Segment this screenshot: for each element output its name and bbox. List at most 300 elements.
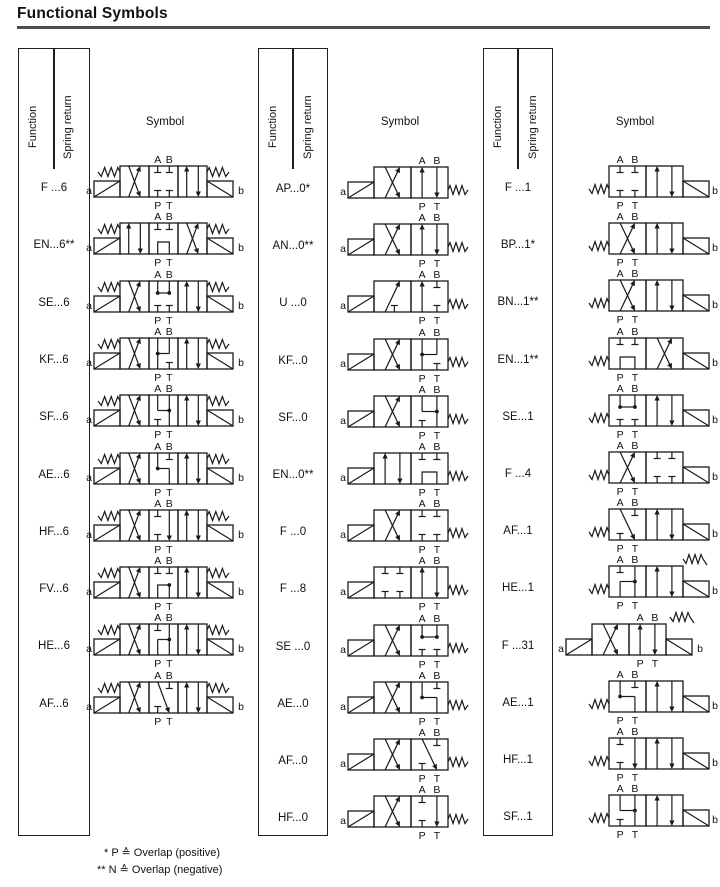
- svg-text:B: B: [165, 669, 173, 682]
- spring-right: [207, 683, 229, 692]
- header-divider: [292, 49, 293, 169]
- valve-symbol: [84, 551, 248, 613]
- function-code: HF...6: [38, 525, 70, 538]
- symbol-header-3: Symbol: [615, 116, 655, 128]
- svg-text:a: a: [340, 758, 346, 770]
- svg-text:B: B: [165, 497, 173, 510]
- spring-right: [207, 168, 229, 177]
- svg-text:B: B: [631, 325, 639, 338]
- svg-text:A: A: [154, 555, 162, 568]
- svg-text:B: B: [631, 783, 639, 796]
- svg-text:T: T: [433, 601, 441, 614]
- svg-text:A: A: [418, 669, 426, 682]
- spring-right: [448, 643, 468, 652]
- spring-left: [98, 168, 120, 177]
- spring-left: [98, 397, 120, 406]
- spring-return-header: Spring return: [527, 95, 539, 159]
- spring-right: [207, 282, 229, 291]
- valve-body: [374, 625, 448, 656]
- svg-text:P: P: [418, 715, 426, 728]
- valve-body: [609, 738, 683, 769]
- spring-left: [589, 699, 609, 708]
- spring-top-right: [683, 555, 707, 566]
- function-header: Function: [492, 105, 504, 149]
- svg-text:P: P: [616, 486, 624, 498]
- spring-right: [207, 511, 229, 520]
- svg-text:A: A: [418, 383, 426, 396]
- spring-left: [589, 585, 609, 594]
- svg-text:P: P: [154, 371, 162, 384]
- solenoid-a: [340, 697, 374, 713]
- spring-left: [589, 413, 609, 422]
- svg-text:a: a: [86, 242, 92, 255]
- valve-body: [374, 682, 448, 713]
- svg-text:A: A: [418, 212, 426, 225]
- svg-text:T: T: [631, 314, 639, 327]
- svg-text:a: a: [340, 300, 346, 313]
- solenoid-a: [86, 639, 120, 655]
- svg-text:b: b: [238, 242, 244, 255]
- function-code: F ...8: [279, 583, 307, 596]
- svg-text:A: A: [616, 440, 624, 452]
- solenoid-b: [683, 524, 718, 540]
- svg-text:b: b: [238, 471, 244, 484]
- valve-symbol: [84, 265, 248, 327]
- svg-text:P: P: [616, 200, 624, 212]
- svg-text:T: T: [166, 658, 173, 671]
- svg-text:B: B: [433, 727, 441, 739]
- spring-right: [448, 414, 468, 423]
- valve-body: [374, 567, 448, 598]
- function-code: SE ...0: [275, 640, 311, 653]
- header-divider: [517, 49, 518, 169]
- valve-symbol: [579, 150, 720, 212]
- spring-right: [207, 454, 229, 463]
- svg-text:B: B: [651, 611, 659, 624]
- function-code: KF...6: [39, 353, 69, 366]
- svg-text:T: T: [433, 315, 441, 328]
- port-labels: [154, 154, 173, 212]
- function-code: SF...1: [503, 811, 533, 824]
- svg-text:P: P: [418, 658, 426, 671]
- svg-text:A: A: [616, 268, 624, 281]
- svg-text:A: A: [616, 783, 624, 796]
- svg-text:T: T: [166, 429, 173, 442]
- svg-text:T: T: [631, 486, 639, 498]
- svg-text:A: A: [154, 383, 162, 396]
- svg-text:b: b: [238, 528, 244, 541]
- symbol-header-2: Symbol: [380, 116, 420, 128]
- valve-symbol: [84, 207, 248, 269]
- svg-text:P: P: [154, 715, 162, 728]
- spring-right: [448, 243, 468, 252]
- function-code: AN...0**: [272, 240, 314, 253]
- svg-text:T: T: [166, 486, 173, 499]
- valve-symbol: [579, 665, 720, 727]
- valve-body: [374, 339, 448, 370]
- svg-text:B: B: [165, 383, 173, 396]
- spring-left: [98, 454, 120, 463]
- valve-symbol: [84, 494, 248, 556]
- valve-body: [374, 739, 448, 770]
- svg-text:b: b: [238, 299, 244, 312]
- function-header: Function: [267, 105, 279, 149]
- solenoid-a: [86, 697, 120, 713]
- svg-text:B: B: [165, 555, 173, 568]
- valve-body: [609, 395, 683, 426]
- valve-symbol: [579, 436, 720, 498]
- symbol-header-1: Symbol: [145, 116, 185, 128]
- svg-text:a: a: [340, 643, 346, 656]
- svg-text:T: T: [433, 258, 441, 271]
- function-header: Function: [27, 105, 39, 149]
- spring-left: [98, 683, 120, 692]
- svg-text:B: B: [433, 784, 441, 797]
- spring-right: [207, 225, 229, 234]
- footnote-positive-overlap: * P ≙ Overlap (positive): [104, 847, 220, 859]
- svg-text:A: A: [418, 269, 426, 282]
- spring-right: [448, 300, 468, 309]
- detent-icon: [670, 612, 694, 623]
- svg-text:B: B: [631, 440, 639, 452]
- valve-symbol: [579, 264, 720, 326]
- svg-text:P: P: [154, 543, 162, 556]
- solenoid-a: [340, 811, 374, 827]
- valve-symbol: [338, 551, 478, 613]
- valve-body: [120, 281, 207, 312]
- spring-right: [448, 186, 468, 195]
- svg-text:P: P: [418, 601, 426, 614]
- valve-symbol: [84, 379, 248, 441]
- svg-text:b: b: [712, 185, 718, 197]
- valve-symbol: [579, 322, 720, 384]
- svg-text:T: T: [433, 201, 441, 213]
- svg-text:P: P: [616, 257, 624, 270]
- spring-left: [589, 299, 609, 308]
- svg-text:T: T: [631, 428, 639, 441]
- svg-text:a: a: [340, 586, 346, 599]
- valve-body: [120, 453, 207, 484]
- solenoid-a: [86, 296, 120, 312]
- spring-left: [589, 814, 609, 823]
- svg-text:P: P: [154, 257, 162, 270]
- solenoid-b: [207, 410, 244, 426]
- valve-body: [374, 281, 448, 312]
- svg-text:a: a: [86, 471, 92, 484]
- svg-text:P: P: [616, 772, 624, 784]
- svg-text:T: T: [433, 658, 441, 671]
- valve-body: [374, 453, 448, 484]
- spring-right: [207, 339, 229, 348]
- valve-symbol: [338, 208, 478, 270]
- svg-text:b: b: [238, 414, 244, 427]
- svg-text:T: T: [631, 714, 639, 727]
- svg-text:B: B: [631, 726, 639, 738]
- solenoid-b: [683, 581, 718, 597]
- solenoid-b: [207, 525, 244, 541]
- svg-text:P: P: [154, 486, 162, 499]
- svg-text:P: P: [418, 544, 426, 557]
- function-code: SF...6: [39, 411, 69, 424]
- svg-text:A: A: [418, 612, 426, 625]
- function-code: EN...1**: [497, 353, 539, 366]
- spring-right: [448, 815, 468, 824]
- svg-text:B: B: [165, 154, 173, 166]
- svg-text:B: B: [433, 669, 441, 682]
- svg-text:T: T: [166, 543, 173, 556]
- function-code: AP...0*: [275, 183, 311, 195]
- svg-text:T: T: [433, 830, 441, 843]
- svg-text:A: A: [154, 612, 162, 625]
- solenoid-a: [340, 640, 374, 656]
- svg-text:T: T: [166, 257, 173, 270]
- solenoid-b: [683, 353, 718, 369]
- valve-symbol: [579, 779, 720, 841]
- svg-text:A: A: [616, 382, 624, 395]
- valve-symbol: [84, 608, 248, 670]
- svg-text:P: P: [616, 428, 624, 441]
- svg-text:P: P: [616, 829, 624, 842]
- port-labels: [154, 269, 173, 327]
- function-code: SF...0: [278, 411, 308, 424]
- port-labels: [419, 498, 441, 556]
- spring-return-header: Spring return: [302, 95, 314, 159]
- svg-text:B: B: [433, 212, 441, 225]
- svg-text:T: T: [433, 715, 441, 728]
- svg-text:A: A: [154, 154, 162, 166]
- svg-text:T: T: [166, 601, 173, 614]
- spring-return-header: Spring return: [62, 95, 74, 159]
- svg-text:a: a: [86, 299, 92, 312]
- spring-right: [448, 700, 468, 709]
- function-code: SE...1: [502, 410, 534, 423]
- spring-left: [98, 569, 120, 578]
- function-code: HF...1: [502, 754, 534, 766]
- svg-text:T: T: [631, 257, 639, 270]
- valve-symbol: [579, 550, 720, 612]
- title-rule: [17, 26, 710, 29]
- valve-symbol: [84, 437, 248, 499]
- svg-text:a: a: [86, 356, 92, 369]
- valve-body: [609, 795, 683, 826]
- svg-text:a: a: [340, 529, 346, 542]
- svg-text:B: B: [433, 326, 441, 339]
- column1-header-box: [18, 48, 90, 836]
- valve-body: [592, 624, 666, 655]
- valve-body: [609, 338, 683, 369]
- solenoid-b: [207, 353, 244, 369]
- svg-text:a: a: [340, 472, 346, 484]
- valve-symbol: [84, 322, 248, 384]
- svg-text:T: T: [166, 200, 173, 212]
- svg-text:P: P: [616, 314, 624, 327]
- svg-text:b: b: [238, 643, 244, 656]
- svg-text:B: B: [165, 440, 173, 453]
- svg-text:P: P: [418, 201, 426, 213]
- function-code: HF...0: [277, 812, 309, 825]
- function-code: EN...6**: [33, 239, 75, 252]
- port-labels: [419, 441, 441, 499]
- svg-text:a: a: [340, 815, 346, 828]
- header-divider: [53, 49, 54, 169]
- valve-body: [120, 567, 207, 598]
- svg-text:B: B: [433, 498, 441, 511]
- column2-header-box: [258, 48, 328, 836]
- valve-symbol: [579, 379, 720, 441]
- svg-text:B: B: [433, 555, 441, 568]
- svg-text:P: P: [154, 200, 162, 212]
- spring-left: [98, 511, 120, 520]
- svg-text:T: T: [631, 829, 639, 842]
- svg-text:T: T: [651, 657, 659, 670]
- svg-text:b: b: [712, 528, 718, 541]
- svg-text:T: T: [631, 600, 639, 613]
- svg-text:A: A: [616, 325, 624, 338]
- solenoid-b: [683, 467, 718, 483]
- function-code: AF...6: [39, 697, 69, 710]
- solenoid-b: [207, 238, 244, 254]
- svg-text:a: a: [558, 642, 564, 655]
- svg-text:P: P: [418, 372, 426, 385]
- spring-right: [448, 357, 468, 366]
- spring-right: [207, 397, 229, 406]
- valve-body: [374, 167, 448, 198]
- solenoid-a: [558, 639, 592, 655]
- svg-text:b: b: [238, 356, 244, 369]
- footnote-negative-overlap: ** N ≙ Overlap (negative): [97, 863, 223, 876]
- svg-text:B: B: [631, 497, 639, 510]
- valve-body: [609, 280, 683, 311]
- svg-text:A: A: [418, 441, 426, 453]
- valve-symbol: [579, 493, 720, 555]
- solenoid-a: [340, 296, 374, 312]
- svg-text:A: A: [418, 727, 426, 739]
- column3-header-box: [483, 48, 553, 836]
- valve-body: [120, 395, 207, 426]
- spring-left: [98, 282, 120, 291]
- svg-text:P: P: [418, 429, 426, 442]
- valve-body: [609, 566, 683, 597]
- svg-text:a: a: [340, 243, 346, 256]
- function-code: F ...31: [501, 639, 535, 652]
- valve-body: [374, 796, 448, 827]
- svg-text:a: a: [86, 414, 92, 427]
- svg-text:a: a: [86, 528, 92, 541]
- solenoid-a: [86, 525, 120, 541]
- valve-body: [609, 452, 683, 483]
- spring-left: [98, 339, 120, 348]
- svg-text:P: P: [418, 315, 426, 328]
- svg-text:b: b: [712, 585, 718, 598]
- solenoid-a: [340, 182, 374, 198]
- svg-text:b: b: [697, 642, 703, 655]
- spring-left: [98, 626, 120, 635]
- svg-text:P: P: [418, 773, 426, 785]
- svg-text:P: P: [616, 714, 624, 727]
- solenoid-a: [86, 238, 120, 254]
- solenoid-b: [683, 753, 718, 769]
- svg-text:B: B: [433, 612, 441, 625]
- port-labels: [617, 326, 639, 384]
- port-labels: [154, 211, 173, 269]
- valve-body: [120, 624, 207, 655]
- spring-left: [589, 242, 609, 251]
- svg-text:P: P: [616, 543, 624, 556]
- valve-symbol: [579, 207, 720, 269]
- valve-symbol: [84, 150, 248, 212]
- solenoid-a: [86, 582, 120, 598]
- svg-text:b: b: [238, 700, 244, 713]
- valve-symbol: [338, 380, 478, 442]
- svg-text:B: B: [631, 154, 639, 166]
- spring-right: [207, 569, 229, 578]
- function-code: BP...1*: [500, 239, 536, 252]
- valve-symbol: [338, 265, 478, 327]
- valve-symbol: [338, 323, 478, 385]
- spring-left: [589, 757, 609, 766]
- valve-symbol: [338, 780, 478, 842]
- svg-text:A: A: [418, 155, 426, 167]
- svg-text:B: B: [165, 268, 173, 281]
- svg-text:A: A: [636, 611, 644, 624]
- svg-text:b: b: [712, 757, 718, 769]
- solenoid-b: [683, 181, 718, 197]
- function-code: HE...1: [502, 582, 534, 595]
- svg-text:B: B: [433, 269, 441, 282]
- svg-text:A: A: [154, 440, 162, 453]
- spring-right: [448, 529, 468, 538]
- svg-text:B: B: [631, 554, 639, 567]
- valve-symbol: [338, 494, 478, 556]
- port-labels: [419, 613, 441, 671]
- port-labels: [617, 383, 639, 441]
- valve-body: [374, 396, 448, 427]
- svg-text:a: a: [86, 700, 92, 713]
- svg-text:T: T: [631, 371, 639, 384]
- svg-text:P: P: [418, 487, 426, 499]
- svg-text:P: P: [154, 429, 162, 442]
- solenoid-b: [207, 296, 244, 312]
- spring-right: [207, 626, 229, 635]
- valve-body: [374, 510, 448, 541]
- svg-text:B: B: [433, 383, 441, 396]
- svg-text:A: A: [616, 497, 624, 510]
- solenoid-a: [340, 468, 374, 484]
- svg-text:A: A: [616, 668, 624, 681]
- svg-text:A: A: [616, 554, 624, 567]
- svg-text:T: T: [631, 772, 639, 784]
- solenoid-b: [683, 696, 718, 712]
- valve-symbol: [556, 608, 708, 670]
- spring-right: [448, 472, 468, 481]
- svg-text:A: A: [418, 498, 426, 511]
- footnotes: [97, 845, 222, 878]
- solenoid-b: [207, 639, 244, 655]
- spring-left: [589, 185, 609, 194]
- valve-symbol: [338, 609, 478, 671]
- function-code: F ...1: [504, 182, 532, 194]
- svg-text:a: a: [340, 414, 346, 427]
- solenoid-a: [86, 410, 120, 426]
- svg-text:B: B: [165, 612, 173, 625]
- svg-text:A: A: [154, 211, 162, 224]
- spring-left: [98, 225, 120, 234]
- function-code: FV...6: [39, 583, 69, 596]
- svg-text:T: T: [433, 487, 441, 499]
- svg-text:b: b: [712, 242, 718, 255]
- function-code: KF...0: [278, 354, 308, 367]
- page-title: Functional Symbols: [17, 5, 168, 22]
